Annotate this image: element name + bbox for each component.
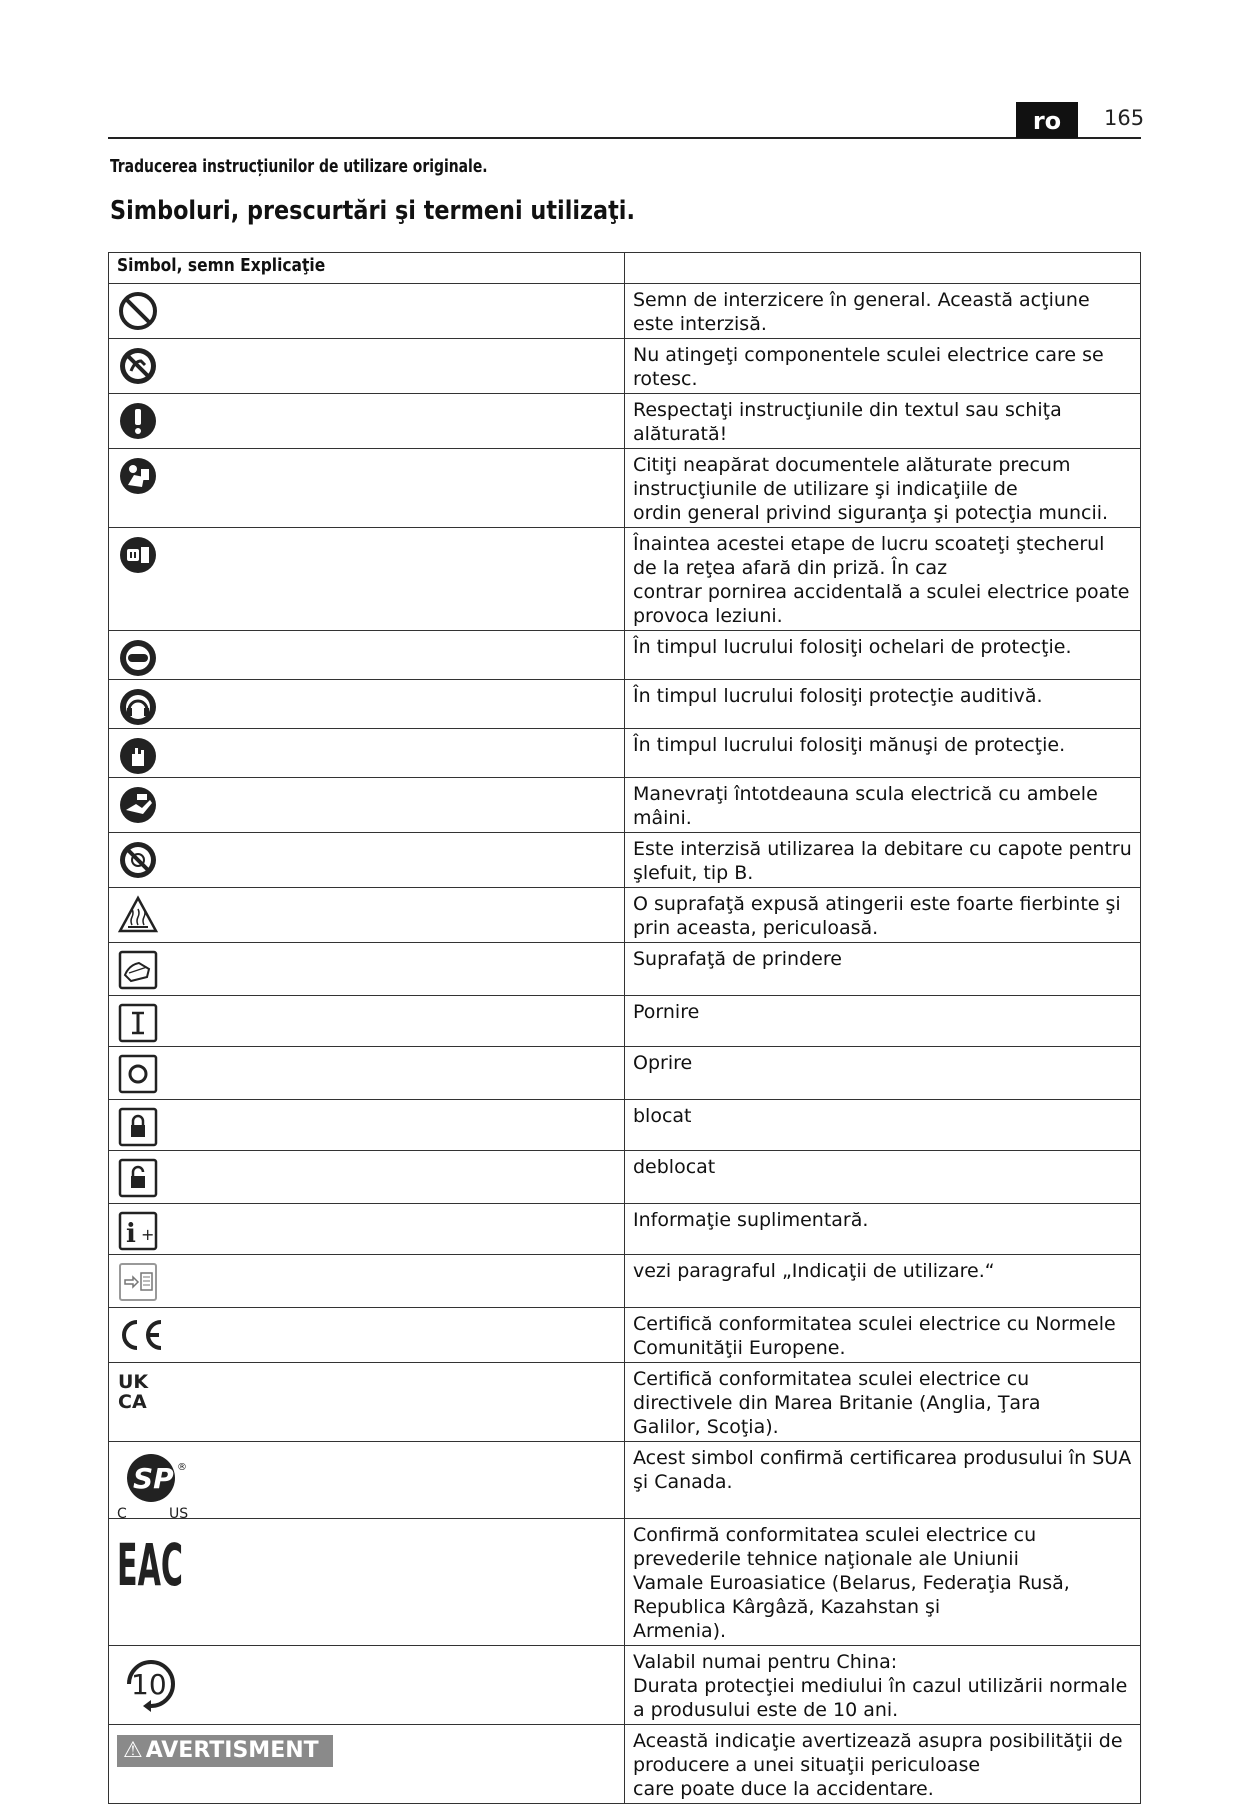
symbol-cell xyxy=(109,449,625,528)
symbol-graphic xyxy=(117,1314,167,1356)
explanation-cell xyxy=(625,1308,1141,1363)
symbol-graphic xyxy=(117,1652,187,1716)
explanation-text: Galilor, Scoţia). xyxy=(633,1416,779,1438)
explanation-text: Valabil numai pentru China: xyxy=(633,1651,898,1673)
symbol-graphic xyxy=(117,839,159,881)
explanation-text: În timpul lucrului folosiţi ochelari de protecţie. xyxy=(633,636,1072,658)
symbol-cell xyxy=(109,1519,625,1646)
info-plus-text: + xyxy=(141,1225,155,1244)
symbol-graphic xyxy=(117,1106,159,1148)
explanation-text: Vamale Euroasiatice (Belarus, Federaţia Rusă, Republica Kârgâză, Kazahstan şi xyxy=(633,1572,1070,1618)
table-header-row xyxy=(109,253,1141,284)
explanation-text: vezi paragraful „Indicaţii de utilizare.“ xyxy=(633,1260,995,1282)
table-row xyxy=(109,1725,1141,1804)
symbol-cell xyxy=(109,1100,625,1151)
header-rule xyxy=(108,137,1141,139)
table-row xyxy=(109,528,1141,631)
symbol-graphic xyxy=(117,1002,159,1044)
page-title: Simboluri, prescurtări şi termeni utilizaţi. xyxy=(110,196,635,226)
explanation-cell xyxy=(625,1047,1141,1100)
explanation-text: blocat xyxy=(633,1105,692,1127)
symbol-cell xyxy=(109,1308,625,1363)
explanation-text: contrar pornirea accidentală a sculei electrice poate provoca leziuni. xyxy=(633,581,1130,627)
symbol-cell xyxy=(109,680,625,729)
warning-label: AVERTISMENT xyxy=(145,1738,319,1763)
explanation-cell xyxy=(625,1255,1141,1308)
page-number: 165 xyxy=(1104,106,1145,130)
symbol-cell xyxy=(109,528,625,631)
symbol-cell xyxy=(109,1646,625,1725)
explanation-text: Suprafaţă de prindere xyxy=(633,948,842,970)
explanation-text: Pornire xyxy=(633,1001,700,1023)
table-header-label: Simbol, semn Explicaţie xyxy=(117,255,326,276)
symbol-graphic xyxy=(117,1261,159,1303)
explanation-text: Armenia). xyxy=(633,1620,727,1642)
symbol-cell xyxy=(109,1047,625,1100)
explanation-text: Durata protecţiei mediului în cazul utilizării normale a produsului este de 10 ani. xyxy=(633,1675,1128,1721)
table-row xyxy=(109,284,1141,339)
explanation-cell xyxy=(625,1646,1141,1725)
explanation-cell xyxy=(625,1151,1141,1204)
explanation-cell xyxy=(625,943,1141,996)
symbol-cell xyxy=(109,1204,625,1255)
csa-letters-text: SP xyxy=(133,1462,174,1495)
ukca-bottom-text: CA xyxy=(118,1391,147,1413)
explanation-cell xyxy=(625,833,1141,888)
explanation-cell xyxy=(625,339,1141,394)
symbol-graphic xyxy=(117,1157,159,1199)
csa-us-text: US xyxy=(169,1506,189,1522)
table-row xyxy=(109,996,1141,1047)
symbol-graphic xyxy=(117,1210,159,1252)
explanation-cell xyxy=(625,729,1141,778)
explanation-cell xyxy=(625,996,1141,1047)
symbol-cell xyxy=(109,729,625,778)
warning-triangle-icon: ⚠ xyxy=(123,1738,143,1763)
symbol-graphic xyxy=(117,686,159,728)
explanation-text: O suprafaţă expusă atingerii este foarte fierbinte şi prin aceasta, periculoasă. xyxy=(633,893,1121,939)
symbol-cell xyxy=(109,339,625,394)
symbol-cell xyxy=(109,943,625,996)
explanation-text: Semn de interzicere în general. Această acţiune este interzisă. xyxy=(633,289,1090,335)
table-row xyxy=(109,1308,1141,1363)
symbol-cell xyxy=(109,833,625,888)
symbol-cell xyxy=(109,284,625,339)
explanation-text: Este interzisă utilizarea la debitare cu capote pentru şlefuit, tip B. xyxy=(633,838,1132,884)
table-row xyxy=(109,1204,1141,1255)
csa-reg-text: ® xyxy=(177,1462,187,1473)
explanation-text: Respectaţi instrucţiunile din textul sau schiţa alăturată! xyxy=(633,399,1062,445)
explanation-cell xyxy=(625,394,1141,449)
language-tab: ro xyxy=(1016,102,1078,138)
explanation-text: Manevraţi întotdeauna scula electrică cu ambele mâini. xyxy=(633,783,1098,829)
table-row xyxy=(109,339,1141,394)
symbol-cell xyxy=(109,1151,625,1204)
explanation-text: Informaţie suplimentară. xyxy=(633,1209,869,1231)
symbol-graphic xyxy=(117,1369,167,1413)
table-header-cell xyxy=(109,253,625,284)
explanation-cell xyxy=(625,284,1141,339)
explanation-cell xyxy=(625,1519,1141,1646)
explanation-text: Confirmă conformitatea sculei electrice cu prevederile tehnice naţionale ale Uniunii xyxy=(633,1524,1037,1570)
csa-c-text: C xyxy=(117,1506,127,1522)
symbol-graphic xyxy=(117,1053,159,1095)
table-row xyxy=(109,888,1141,943)
symbol-graphic xyxy=(117,345,159,387)
symbol-graphic xyxy=(117,637,159,679)
explanation-text: Oprire xyxy=(633,1052,693,1074)
symbol-cell xyxy=(109,1725,625,1804)
symbol-graphic xyxy=(117,534,159,576)
explanation-cell xyxy=(625,528,1141,631)
warning-badge-icon xyxy=(117,1735,333,1767)
explanation-cell xyxy=(625,1100,1141,1151)
explanation-text: ordin general privind siguranţa şi potecţia muncii. xyxy=(633,502,1109,524)
table-row xyxy=(109,680,1141,729)
explanation-text: Acest simbol confirmă certificarea produsului în SUA şi Canada. xyxy=(633,1447,1132,1493)
explanation-cell xyxy=(625,680,1141,729)
table-row xyxy=(109,943,1141,996)
symbol-graphic xyxy=(117,735,159,777)
explanation-cell xyxy=(625,778,1141,833)
symbol-graphic xyxy=(117,400,159,442)
explanation-cell xyxy=(625,888,1141,943)
explanation-text: Certifică conformitatea sculei electrice cu Normele Comunităţii Europene. xyxy=(633,1313,1116,1359)
symbol-cell xyxy=(109,1255,625,1308)
explanation-text: În timpul lucrului folosiţi protecţie auditivă. xyxy=(633,685,1043,707)
symbol-graphic xyxy=(117,949,159,991)
ukca-top-text: UK xyxy=(118,1371,149,1393)
table-row xyxy=(109,729,1141,778)
table-row xyxy=(109,1100,1141,1151)
table-row xyxy=(109,778,1141,833)
explanation-cell xyxy=(625,1442,1141,1519)
explanation-text: Citiţi neapărat documentele alăturate precum instrucţiunile de utilizare şi indicaţiile de xyxy=(633,454,1071,500)
explanation-cell xyxy=(625,631,1141,680)
explanation-text: În timpul lucrului folosiţi mănuşi de protecţie. xyxy=(633,734,1066,756)
china-years-text: 10 xyxy=(131,1668,167,1701)
symbol-cell xyxy=(109,778,625,833)
symbol-graphic xyxy=(117,894,159,936)
symbol-graphic xyxy=(117,290,159,332)
explanation-cell xyxy=(625,1363,1141,1442)
table-row xyxy=(109,1151,1141,1204)
table-row xyxy=(109,394,1141,449)
symbols-table xyxy=(108,252,1141,1804)
symbol-cell xyxy=(109,996,625,1047)
table-row xyxy=(109,1363,1141,1442)
table-row xyxy=(109,1519,1141,1646)
table-header-empty-cell xyxy=(625,253,1141,284)
table-row xyxy=(109,1047,1141,1100)
symbol-cell xyxy=(109,1363,625,1442)
symbol-cell xyxy=(109,394,625,449)
symbol-cell xyxy=(109,631,625,680)
explanation-text: Nu atingeţi componentele sculei electrice care se rotesc. xyxy=(633,344,1104,390)
explanation-text: Certifică conformitatea sculei electrice cu directivele din Marea Britanie (Anglia, Ţara xyxy=(633,1368,1041,1414)
table-row xyxy=(109,833,1141,888)
table-row xyxy=(109,449,1141,528)
symbol-graphic xyxy=(117,1448,197,1520)
symbol-graphic xyxy=(117,455,159,497)
explanation-text: Înaintea acestei etape de lucru scoateţi ştecherul de la reţea afară din priză. În caz xyxy=(633,533,1105,579)
table-row xyxy=(109,631,1141,680)
explanation-text: deblocat xyxy=(633,1156,716,1178)
explanation-cell xyxy=(625,449,1141,528)
eac-text: EAC xyxy=(117,1531,183,1599)
explanation-cell xyxy=(625,1204,1141,1255)
explanation-text: Această indicaţie avertizează asupra posibilităţii de producere a unei situaţii periculoase xyxy=(633,1730,1123,1776)
document-subtitle: Traducerea instrucțiunilor de utilizare originale. xyxy=(110,156,488,177)
symbol-graphic xyxy=(117,1525,197,1599)
symbol-cell xyxy=(109,1442,625,1522)
symbol-graphic xyxy=(117,784,159,826)
symbol-cell xyxy=(109,888,625,943)
info-i-text: i xyxy=(126,1219,136,1249)
explanation-cell xyxy=(625,1725,1141,1804)
table-row xyxy=(109,1646,1141,1725)
explanation-text: care poate duce la accidentare. xyxy=(633,1778,934,1800)
table-row xyxy=(109,1442,1141,1519)
table-row xyxy=(109,1255,1141,1308)
